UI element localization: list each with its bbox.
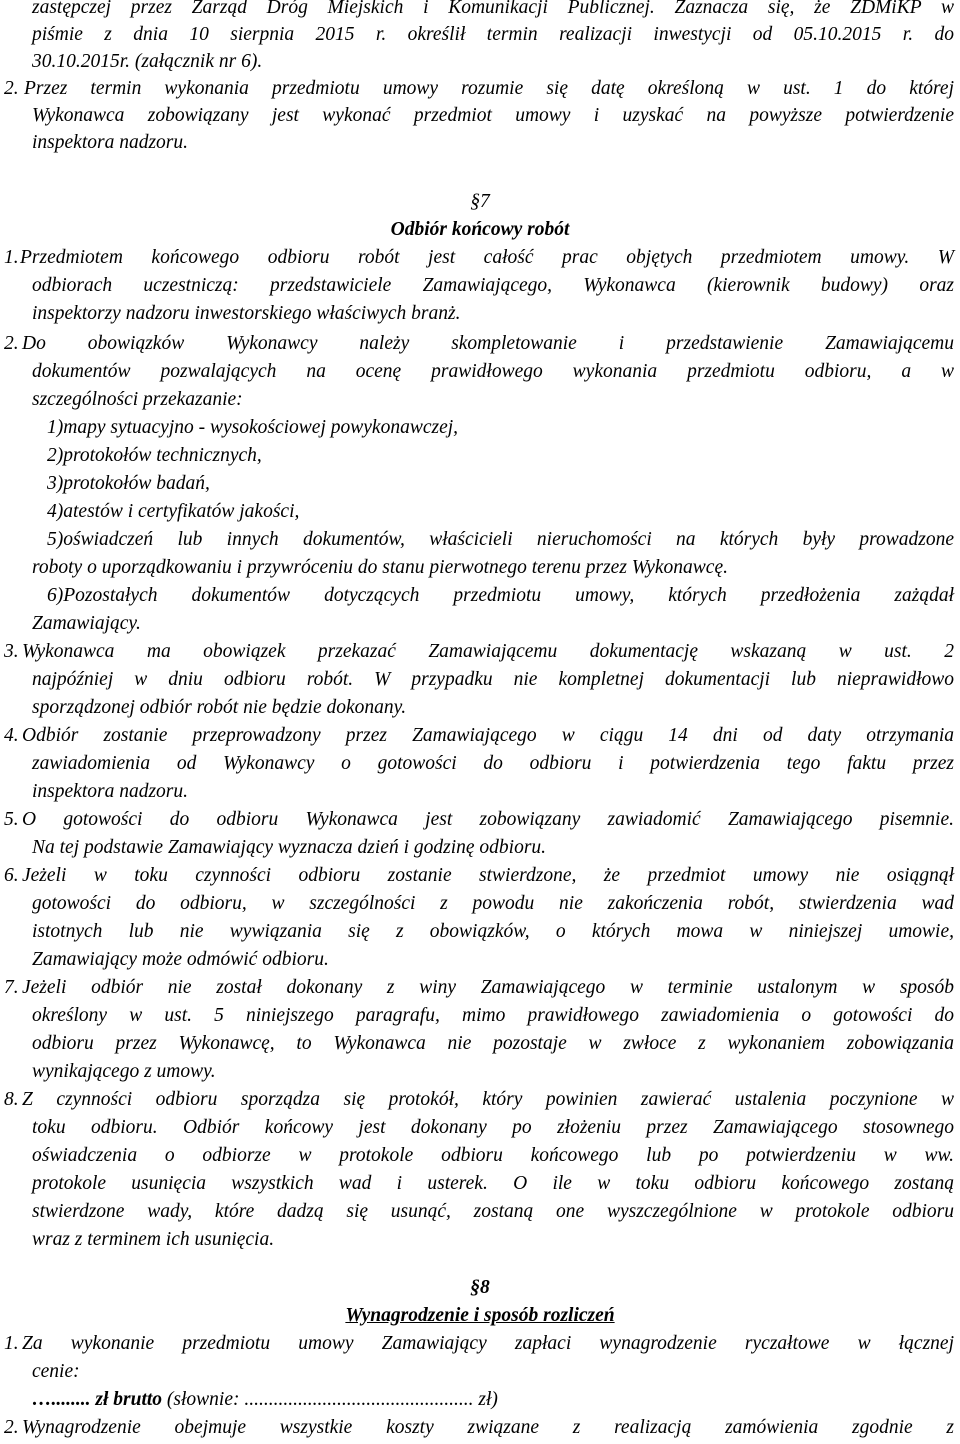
text-line: inspektora nadzoru.: [32, 132, 188, 153]
text-line: Wykonawca zobowiązany jest wykonać przedmiot umowy i uzyskać na powyższe potwierdzenie: [32, 105, 954, 126]
text-line: istotnych lub nie wywiązania się z obowiązków, o których mowa w niniejszej umowie,: [32, 921, 954, 942]
text-line: Na tej podstawie Zamawiający wyznacza dzień i godzinę odbioru.: [32, 837, 547, 858]
text-line: Przez termin wykonania przedmiotu umowy rozumie się datę określoną w ust. 1 do której: [24, 78, 954, 99]
text-line: piśmie z dnia 10 sierpnia 2015 r. określił termin realizacji inwestycji od 05.10.2015 r. do: [32, 24, 954, 45]
list-number: 1.: [4, 247, 19, 268]
text-line: Wykonawca ma obowiązek przekazać Zamawiającemu dokumentację wskazaną w ust. 2: [22, 641, 954, 662]
section-heading-number: §7: [470, 191, 490, 212]
text-line: 30.10.2015r. (załącznik nr 6).: [32, 51, 263, 72]
sub-list-item: 3)protokołów badań,: [47, 473, 210, 494]
list-number: 8.: [4, 1089, 19, 1110]
text-line: Jeżeli odbiór nie został dokonany z winy Zamawiającego w terminie ustalonym w sposób: [22, 977, 954, 998]
sub-list-item: 1)mapy sytuacyjno - wysokościowej powykonawczej,: [47, 417, 459, 438]
text-line: Z czynności odbioru sporządza się protokół, który powinien zawierać ustalenia poczynione w: [22, 1089, 954, 1110]
sub-list-item: 5)oświadczeń lub innych dokumentów, właścicieli nieruchomości na których były prowadzone: [47, 529, 954, 550]
text-line: najpóźniej w dniu odbioru robót. W przypadku nie kompletnej dokumentacji lub nieprawidłowo: [32, 669, 954, 690]
text-line: oświadczenia o odbiorze w protokole odbioru końcowego lub po potwierdzeniu w ww.: [32, 1145, 954, 1166]
text-line: roboty o uporządkowaniu i przywróceniu do stanu pierwotnego terenu przez Wykonawcę.: [32, 557, 728, 578]
text-line: odbioru przez Wykonawcę, to Wykonawca nie pozostaje w zwłoce z wykonaniem zobowiązania: [32, 1033, 954, 1054]
list-number: 2.: [4, 333, 19, 354]
text-line: gotowości do odbioru, w szczególności z powodu nie zakończenia robót, stwierdzenia wad: [32, 893, 954, 914]
text-line: odbiorach uczestniczą: przedstawiciele Zamawiającego, Wykonawca (kierownik budowy) oraz: [32, 275, 954, 296]
text-line: O gotowości do odbioru Wykonawca jest zobowiązany zawiadomić Zamawiającego pisemnie.: [22, 809, 954, 830]
text-line: inspektora nadzoru.: [32, 781, 188, 802]
text-line: szczególności przekazanie:: [32, 389, 243, 410]
list-number: 7.: [4, 977, 19, 998]
text-line: Przedmiotem końcowego odbioru robót jest całość prac objętych przedmiotem umowy. W: [20, 247, 954, 268]
section-sign: §: [470, 1277, 480, 1298]
text-line: Zamawiający może odmówić odbioru.: [32, 949, 329, 970]
text-line: inspektorzy nadzoru inwestorskiego właściwych branż.: [32, 303, 461, 324]
text-line: cenie:: [32, 1361, 80, 1382]
text-line: Zamawiający.: [32, 613, 141, 634]
list-number: 1.: [4, 1333, 19, 1354]
text-line: zawiadomienia od Wykonawcy o gotowości do odbioru i potwierdzenia tego faktu przez: [32, 753, 954, 774]
text-line: Jeżeli w toku czynności odbioru zostanie stwierdzone, że przedmiot umowy nie osiągnął: [22, 865, 954, 886]
sub-list-item: 2)protokołów technicznych,: [47, 445, 262, 466]
text-line: Do obowiązków Wykonawcy należy skompletowanie i przedstawienie Zamawiającemu: [22, 333, 954, 354]
section-title: Wynagrodzenie i sposób rozliczeń: [345, 1305, 615, 1326]
text-line: toku odbioru. Odbiór końcowy jest dokonany po złożeniu przez Zamawiającego stosownego: [32, 1117, 954, 1138]
text-line: protokole usunięcia wszystkich wad i usterek. O ile w toku odbioru końcowego zostaną: [32, 1173, 954, 1194]
text-line: sporządzonej odbiór robót nie będzie dokonany.: [32, 697, 407, 718]
sub-list-item: 6)Pozostałych dokumentów dotyczących przedmiotu umowy, których przedłożenia zażądał: [47, 585, 954, 606]
text-line: Wynagrodzenie obejmuje wszystkie koszty związane z realizacją zamówienia zgodnie z: [22, 1417, 954, 1438]
section-sign: §: [470, 191, 480, 212]
text-line: określony w ust. 5 niniejszego paragrafu, mimo prawidłowego zawiadomienia o gotowości do: [32, 1005, 954, 1026]
text-line: wraz z terminem ich usunięcia.: [32, 1229, 275, 1250]
list-number: 6.: [4, 865, 19, 886]
sub-list-item: 4)atestów i certyfikatów jakości,: [47, 501, 300, 522]
price-words: (słownie: ............................................... zł): [162, 1389, 498, 1410]
list-number: 2.: [4, 78, 19, 99]
list-number: 5.: [4, 809, 19, 830]
section-title: Odbiór końcowy robót: [390, 219, 570, 240]
list-number: 2.: [4, 1417, 19, 1438]
text-line: stwierdzone wady, które dadzą się usunąć, zostaną one wyszczególnione w protokole odbioru: [32, 1201, 954, 1222]
list-number: 4.: [4, 725, 19, 746]
text-line: wynikającego z umowy.: [32, 1061, 216, 1082]
list-number: 3.: [4, 641, 19, 662]
price-amount: …........ zł brutto: [32, 1389, 163, 1410]
price-line: [32, 1386, 498, 1414]
text-line: Odbiór zostanie przeprowadzony przez Zamawiającego w ciągu 14 dni od daty otrzymania: [22, 725, 954, 746]
text-line: dokumentów pozwalających na ocenę prawidłowego wykonania przedmiotu odbioru, a w: [32, 361, 954, 382]
text-line: zastępczej przez Zarząd Dróg Miejskich i Komunikacji Publicznej. Zaznacza się, że ZDMiKP w: [32, 0, 954, 18]
section-heading-number: §8: [470, 1277, 490, 1298]
text-line: Za wykonanie przedmiotu umowy Zamawiający zapłaci wynagrodzenie ryczałtowe w łącznej: [22, 1333, 954, 1354]
